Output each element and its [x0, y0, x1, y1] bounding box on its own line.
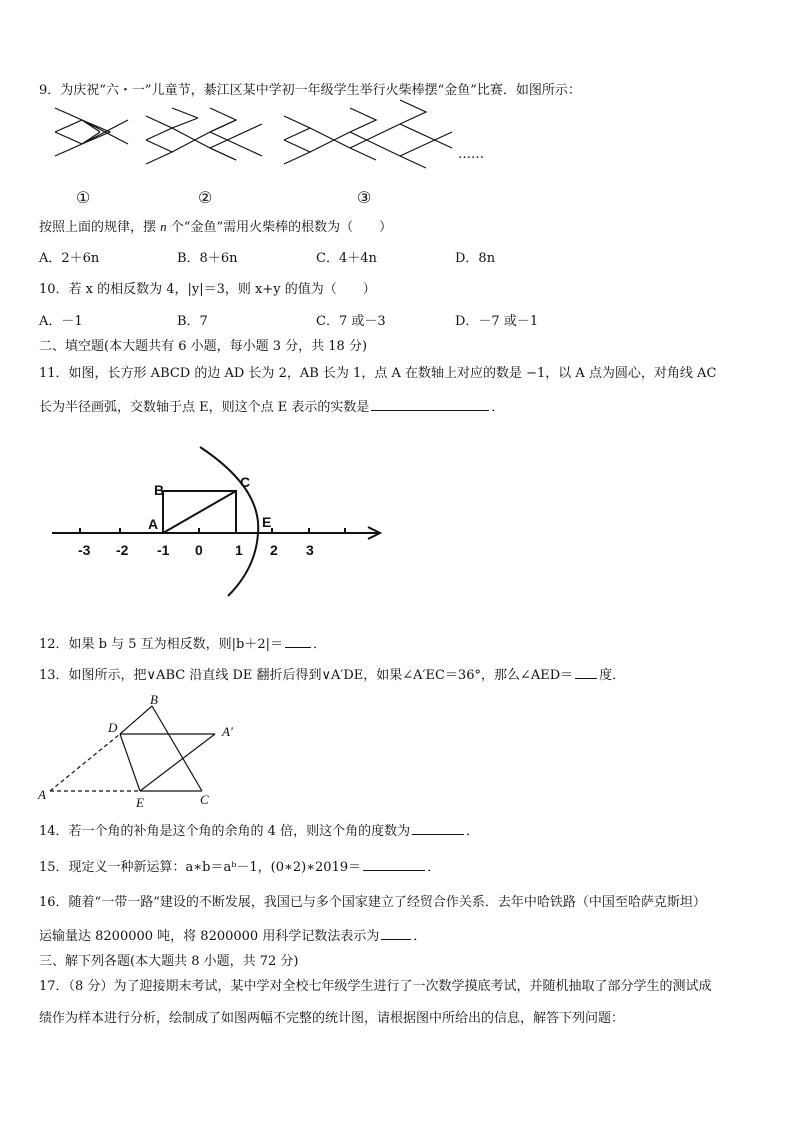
point-a-prime-label: A′ [222, 724, 233, 739]
q10-option-a[interactable]: A．－1 [39, 314, 83, 329]
q12-text: 12．如果 b 与 5 互为相反数，则|b＋2|＝ [39, 637, 284, 652]
q15-answer-blank[interactable] [363, 857, 425, 871]
tick-label: 1 [235, 542, 243, 558]
q14-text: 14．若一个角的补角是这个角的余角的 4 倍，则这个角的度数为 [39, 824, 411, 839]
q15-text: 15．现定义一种新运算：a∗b＝aᵇ－1，(0∗2)∗2019＝ [39, 860, 362, 875]
tick-label: 2 [270, 542, 278, 558]
q9-option-d[interactable]: D．8n [455, 251, 496, 266]
ellipsis: …… [458, 147, 484, 162]
q9-rule-a: 按照上面的规律，摆 [39, 220, 157, 235]
section-3-heading: 三、解下列各题(本大题共 8 小题，共 72 分) [39, 954, 299, 969]
q15-end: ． [427, 860, 441, 875]
figure-label-3: ③ [357, 188, 372, 207]
q10-option-b[interactable]: B．7 [177, 314, 208, 329]
point-d-label: D [108, 720, 118, 735]
q9-rule-var: n [160, 219, 167, 234]
q10-text: 10．若 x 的相反数为 4，|y|＝3，则 x+y 的值为（ ） [39, 282, 376, 297]
point-b-label: B [154, 482, 165, 498]
q12-end: ． [313, 637, 327, 652]
q15-line [39, 857, 440, 877]
q10-option-c[interactable]: C．7 或－3 [316, 314, 386, 329]
q14-line [39, 821, 479, 841]
q11-line2-text: 长为半径画弧，交数轴于点 E，则这个点 E 表示的实数是 [39, 400, 370, 415]
q16-answer-blank[interactable] [381, 926, 411, 940]
tick-label: -1 [157, 542, 170, 558]
tick-label: -3 [78, 542, 91, 558]
q13-text: 13．如图所示，把∨ABC 沿直线 DE 翻折后得到∨A′DE，如果∠A′EC＝36°，那么∠AED＝ [39, 668, 574, 683]
q11-line2-end: ． [491, 400, 505, 415]
point-b-label: B [150, 692, 158, 707]
q17-line1: 17．（8 分）为了迎接期末考试，某中学对全校七年级学生进行了一次数学摸底考试，并随机抽取了部分学生的测试成 [39, 979, 712, 994]
point-c-label: C [200, 792, 209, 807]
q9-option-a[interactable]: A．2＋6n [39, 251, 100, 266]
point-e-label: E [262, 514, 272, 530]
point-a-label: A [148, 516, 159, 532]
tick-label: -2 [116, 542, 129, 558]
q16-end: ． [413, 929, 427, 944]
q16-line1: 16．随着“一带一路”建设的不断发展，我国已与多个国家建立了经贸合作关系．去年中哈铁路（中国至哈萨克斯坦） [39, 895, 706, 910]
q10-option-d[interactable]: D．－7 或－1 [455, 314, 539, 329]
q9-rule-b: 个“金鱼”需用火柴棒的根数为（ ） [170, 220, 393, 235]
section-2-heading: 二、填空题(本大题共有 6 小题，每小题 3 分，共 18 分) [39, 339, 368, 354]
point-c-label: C [240, 474, 251, 490]
q16-line2 [39, 926, 426, 946]
point-a-label: A [38, 787, 46, 802]
q11-line1: 11．如图，长方形 ABCD 的边 AD 长为 2，AB 长为 1，点 A 在数轴上对应的数是 −1，以 A 点为圆心，对角线 AC [39, 366, 717, 381]
q16-text: 运输量达 8200000 吨，将 8200000 用科学记数法表示为 [39, 929, 380, 944]
q14-end: ． [466, 824, 480, 839]
q9-option-b[interactable]: B．8＋6n [177, 251, 238, 266]
q13-end: 度． [599, 668, 626, 683]
point-e-label: E [136, 795, 144, 810]
q9-text: 9．为庆祝“六・一”儿童节，綦江区某中学初一年级学生举行火柴棒摆“金鱼”比赛．如图所示： [39, 83, 581, 98]
q17-line2: 绩作为样本进行分析，绘制成了如图两幅不完整的统计图，请根据图中所给出的信息，解答下列问题： [39, 1011, 625, 1026]
tick-label: 3 [306, 542, 314, 558]
q14-answer-blank[interactable] [412, 821, 464, 835]
tick-label: 0 [195, 542, 203, 558]
figure-label-2: ② [198, 188, 213, 207]
figure-label-1: ① [76, 188, 91, 207]
q9-option-c[interactable]: C．4＋4n [316, 251, 377, 266]
